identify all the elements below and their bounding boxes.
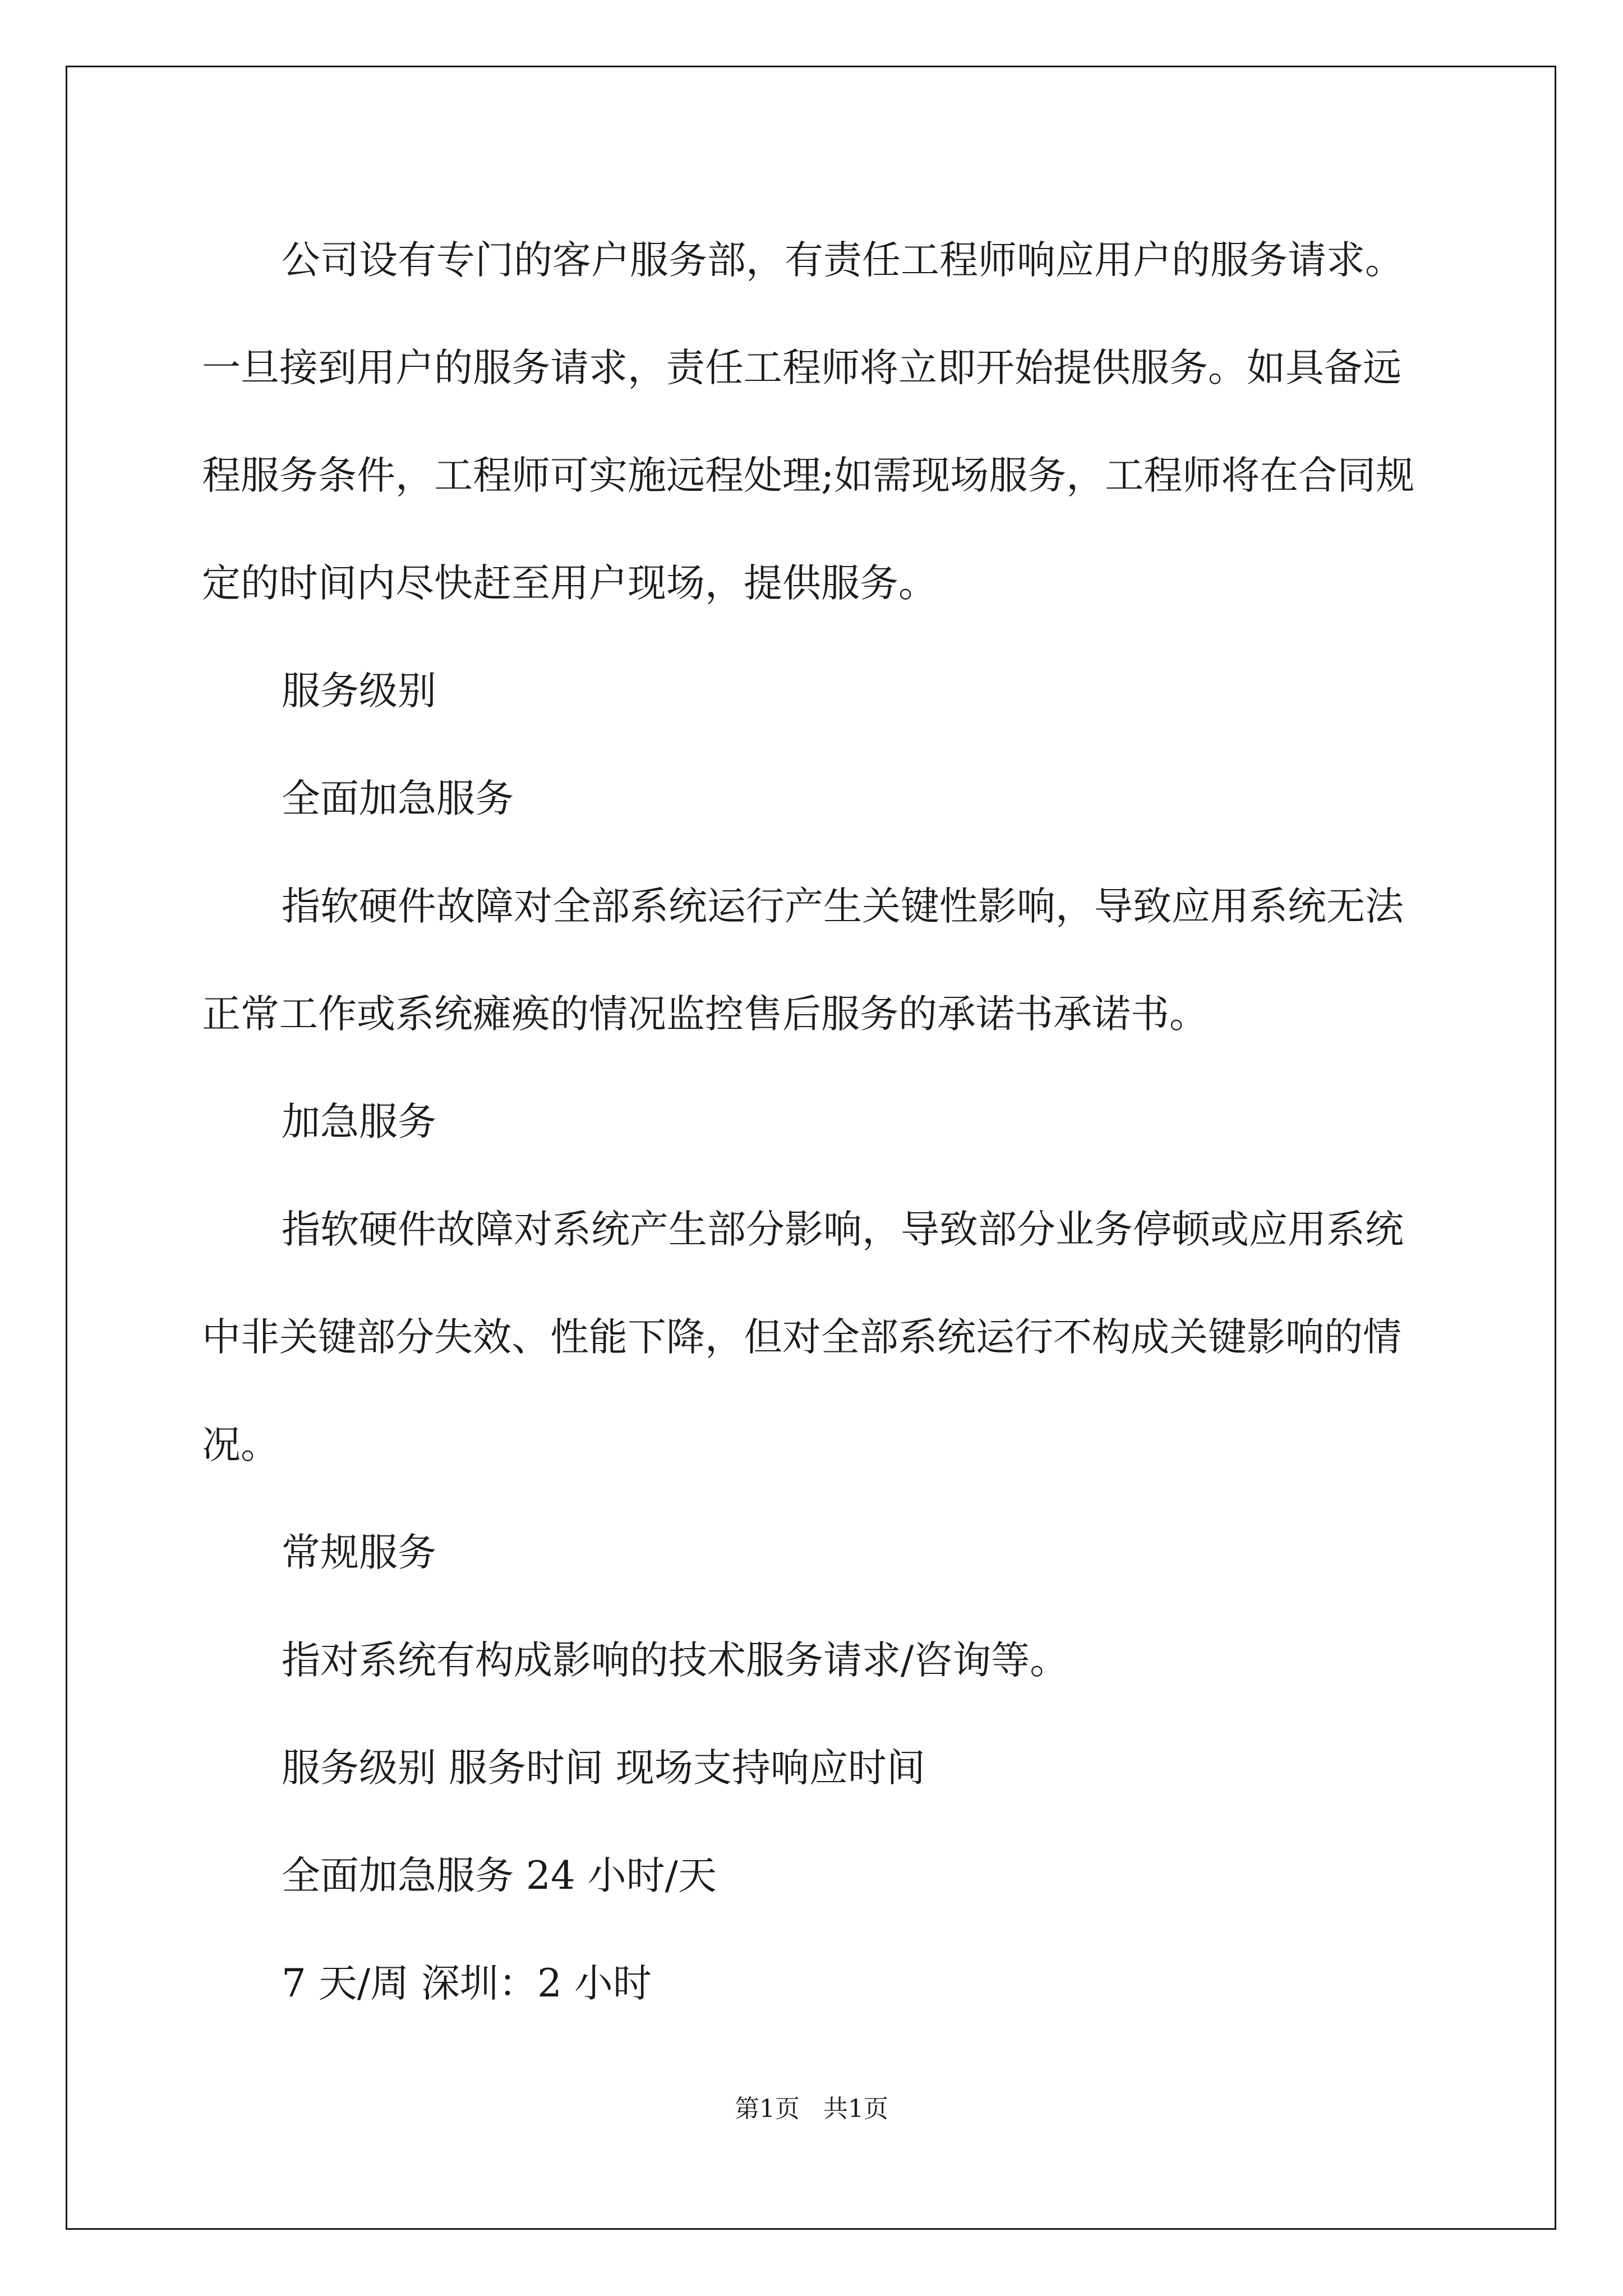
- paragraph-full-urgent-desc: 指软硬件故障对全部系统运行产生关键性影响，导致应用系统无法正常工作或系统瘫痪的情况监控售后服务的承诺书承诺书。: [202, 884, 1404, 1037]
- paragraph-full-urgent-heading: 全面加急服务: [282, 776, 514, 821]
- paragraph-service-level-heading: 服务级别: [282, 669, 436, 714]
- paragraph-table-row-2: 7 天/周 深圳：2 小时: [282, 1961, 652, 2006]
- page-number-footer: 第1页 共1页: [735, 2095, 888, 2123]
- paragraph-urgent-heading: 加急服务: [282, 1099, 436, 1144]
- paragraph-urgent-desc: 指软硬件故障对系统产生部分影响，导致部分业务停顿或应用系统中非关键部分失效、性能下降，但对全部系统运行不构成关键影响的情况。: [202, 1207, 1404, 1467]
- paragraph-regular-desc: 指对系统有构成影响的技术服务请求/咨询等。: [282, 1638, 1069, 1683]
- paragraph-table-header: 服务级别 服务时间 现场支持响应时间: [282, 1746, 925, 1791]
- paragraph-table-row-1: 全面加急服务 24 小时/天: [282, 1853, 717, 1898]
- paragraph-regular-heading: 常规服务: [282, 1530, 436, 1575]
- document-body: [202, 206, 1430, 2037]
- paragraph-service-intro: 公司设有专门的客户服务部，有责任工程师响应用户的服务请求。一旦接到用户的服务请求，责任工程师将立即开始提供服务。如具备远程服务条件，工程师可实施远程处理;如需现场服务，工程师将在合同规定的时间内尽快赶至用户现场，提供服务。: [202, 238, 1415, 606]
